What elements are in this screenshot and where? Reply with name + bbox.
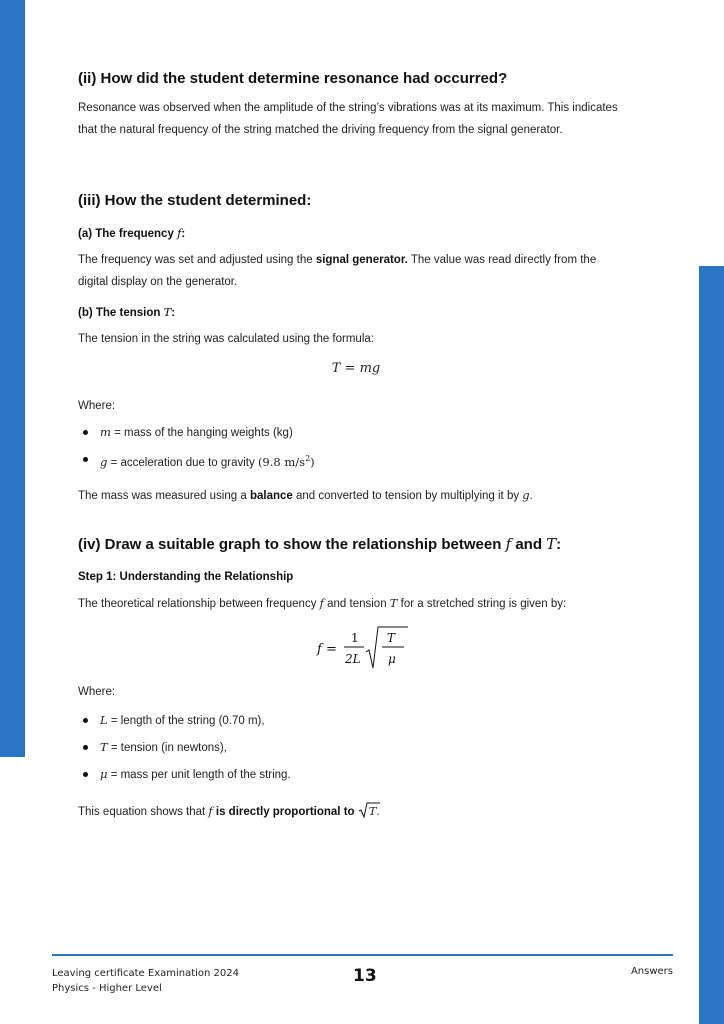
subsection-a-heading: (a) The frequency f: xyxy=(78,226,186,240)
footer-subject: Physics - Higher Level xyxy=(52,983,162,994)
subsection-a-text: The frequency was set and adjusted using the signal generator. The value was read directly from the digital display on the generator. xyxy=(78,254,597,288)
tension-formula: T = mg xyxy=(331,361,381,376)
where-label-2: Where: xyxy=(78,686,116,698)
svg-text:2L: 2L xyxy=(345,652,361,666)
section-ii-heading: (ii) How did the student determine resonance had occurred? xyxy=(78,70,508,87)
subsection-b-text: The tension in the string was calculated using the formula: xyxy=(78,333,374,345)
relationship-intro: The theoretical relationship between frequency f and tension T for a stretched string is given by: xyxy=(78,596,567,610)
list-item: g = acceleration due to gravity (9.8 $m/s^2$) xyxy=(78,448,315,475)
list-item: L = length of the string (0.70 m), xyxy=(78,709,291,736)
svg-text:μ: μ xyxy=(388,652,396,666)
footer-exam-info xyxy=(52,966,239,996)
frequency-formula xyxy=(314,624,414,677)
frequency-formula-graphic xyxy=(314,624,414,672)
list-item: μ = mass per unit length of the string. xyxy=(78,763,291,790)
tension-symbol: T xyxy=(163,305,172,319)
mass-measurement-text: The mass was measured using a balance and converted to tension by multiplying it by g. xyxy=(78,488,533,502)
right-accent-bar xyxy=(699,266,724,1024)
footer-section-label: Answers xyxy=(630,966,673,977)
section-ii-paragraph: Resonance was observed when the amplitude of the string’s vibrations was at its maximum. This indicates that the natural frequency of the string matched the driving frequency from the signal generator. xyxy=(78,102,618,136)
step-1-heading: Step 1: Understanding the Relationship xyxy=(78,571,294,583)
frequency-variables-list xyxy=(78,709,291,790)
frequency-symbol: f xyxy=(177,226,182,240)
svg-text:1: 1 xyxy=(351,631,359,645)
section-iv-heading: (iv) Draw a suitable graph to show the relationship between f and T: xyxy=(78,535,562,553)
proportionality-conclusion: This equation shows that f is directly proportional to T. xyxy=(78,800,623,823)
footer-divider xyxy=(52,954,673,956)
svg-text:f =: f = xyxy=(317,642,337,657)
svg-text:T: T xyxy=(387,631,396,645)
sqrt-t: T xyxy=(358,800,377,823)
left-accent-bar xyxy=(0,0,25,757)
subsection-b-heading: (b) The tension T: xyxy=(78,305,176,319)
section-iii-heading: (iii) How the student determined: xyxy=(78,192,312,209)
where-label-1: Where: xyxy=(78,400,116,412)
footer-exam-title: Leaving certificate Examination 2024 xyxy=(52,968,240,979)
tension-variables-list xyxy=(78,421,315,475)
list-item: T = tension (in newtons), xyxy=(78,736,291,763)
page-number: 13 xyxy=(353,966,377,986)
list-item: m = mass of the hanging weights (kg) xyxy=(78,421,315,448)
